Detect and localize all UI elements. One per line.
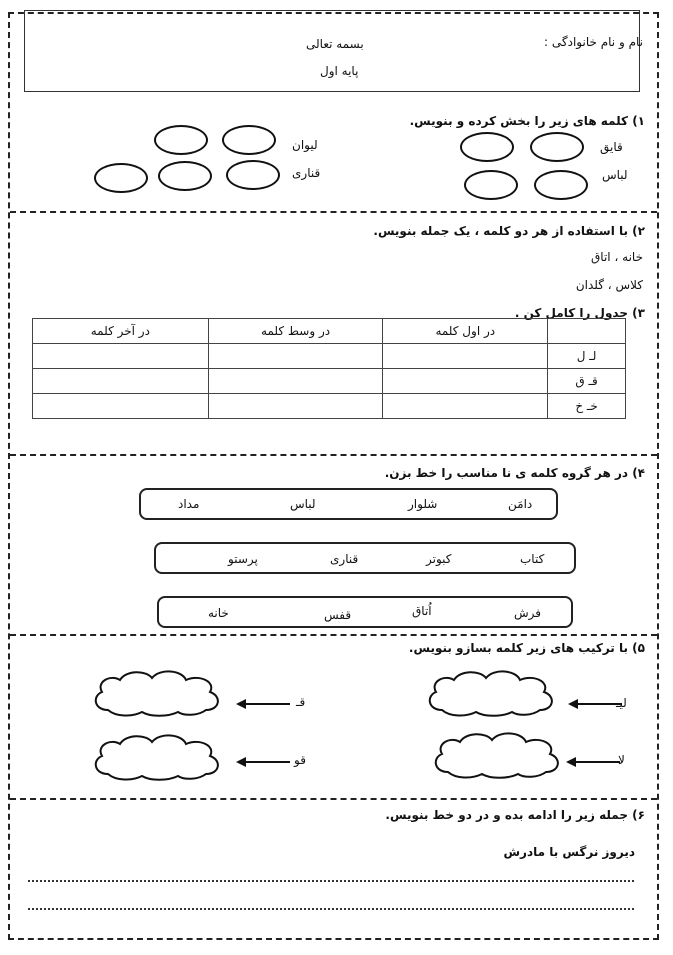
arrow-left-icon — [566, 756, 620, 768]
section-divider — [10, 211, 657, 213]
word-pair-2: کلاس ، گلدان — [575, 278, 643, 292]
syllable-oval — [222, 125, 276, 155]
word-qanari: قناری — [292, 166, 321, 180]
word-group-box — [139, 488, 558, 520]
cloud-answer-box[interactable] — [88, 666, 228, 718]
syllable-lee: لیـ — [616, 696, 627, 710]
group-word: فرش — [514, 606, 542, 620]
group-word: مداد — [178, 497, 200, 511]
word-lebas: لباس — [602, 168, 628, 182]
name-label: نام و نام خانوادگی : — [544, 35, 643, 49]
cloud-answer-box[interactable] — [422, 666, 562, 718]
syllable-qoo: قو — [294, 753, 306, 767]
word-livan: لیوان — [292, 138, 318, 152]
row-label: لـ ل — [548, 344, 626, 369]
group-word: کتاب — [520, 552, 545, 566]
answer-cell[interactable] — [33, 369, 209, 394]
column-header: در وسط کلمه — [208, 319, 383, 344]
writing-line[interactable] — [28, 880, 634, 882]
group-word: کبوتر — [426, 552, 452, 566]
q3-title: ۳) جدول را کامل کن . — [514, 306, 645, 320]
word-pair-1: خانه ، اتاق — [591, 250, 643, 264]
cloud-answer-box[interactable] — [428, 728, 568, 780]
word-group-box — [154, 542, 576, 574]
table-header-row — [33, 319, 626, 344]
word-qayeq: قایق — [600, 140, 623, 154]
arrow-left-icon — [568, 698, 622, 710]
group-word: اُتاق — [412, 604, 432, 618]
answer-cell[interactable] — [383, 394, 548, 419]
group-word: قناری — [330, 552, 359, 566]
syllable-qe: قـ — [296, 695, 306, 709]
letter-table — [32, 318, 626, 419]
group-word: دامَن — [508, 497, 533, 511]
column-header: در آخر کلمه — [33, 319, 209, 344]
group-word: لباس — [290, 497, 316, 511]
q1-title: ۱) کلمه های زیر را بخش کرده و بنویس. — [409, 114, 645, 128]
bismillah: بسمه تعالی — [306, 37, 364, 51]
row-label: قـ ق — [548, 369, 626, 394]
row-label: خـ خ — [548, 394, 626, 419]
syllable-oval — [158, 161, 212, 191]
syllable-oval — [94, 163, 148, 193]
syllable-oval — [534, 170, 588, 200]
answer-cell[interactable] — [33, 394, 209, 419]
writing-line[interactable] — [28, 908, 634, 910]
syllable-oval — [460, 132, 514, 162]
syllable-oval — [226, 160, 280, 190]
group-word: خانه — [208, 606, 229, 620]
arrow-left-icon — [236, 756, 290, 768]
answer-cell[interactable] — [383, 369, 548, 394]
section-divider — [10, 634, 657, 636]
grade-label: پایه اول — [320, 64, 359, 78]
group-word: قفس — [324, 608, 352, 622]
table-row — [33, 344, 626, 369]
q4-title: ۴) در هر گروه کلمه ی نا مناسب را خط بزن. — [384, 466, 645, 480]
answer-cell[interactable] — [208, 394, 383, 419]
column-header: در اول کلمه — [383, 319, 548, 344]
q5-title: ۵) با ترکیب های زیر کلمه بسازو بنویس. — [408, 641, 645, 655]
table-row — [33, 369, 626, 394]
syllable-oval — [464, 170, 518, 200]
cloud-answer-box[interactable] — [88, 730, 228, 782]
answer-cell[interactable] — [208, 369, 383, 394]
answer-cell[interactable] — [33, 344, 209, 369]
table-corner-cell — [548, 319, 626, 344]
header-box — [24, 10, 640, 92]
group-word: شلوار — [408, 497, 438, 511]
answer-cell[interactable] — [383, 344, 548, 369]
q2-title: ۲) با استفاده از هر دو کلمه ، یک جمله بنویس. — [373, 224, 645, 238]
syllable-la: لا — [618, 753, 625, 767]
group-word: پرستو — [228, 552, 258, 566]
table-row — [33, 394, 626, 419]
section-divider — [10, 798, 657, 800]
section-divider — [10, 454, 657, 456]
answer-cell[interactable] — [208, 344, 383, 369]
syllable-oval — [530, 132, 584, 162]
arrow-left-icon — [236, 698, 290, 710]
q6-title: ۶) جمله زیر را ادامه بده و در دو خط بنویس. — [385, 808, 645, 822]
sentence-prompt: دیروز نرگس با مادرش — [503, 845, 635, 859]
syllable-oval — [154, 125, 208, 155]
